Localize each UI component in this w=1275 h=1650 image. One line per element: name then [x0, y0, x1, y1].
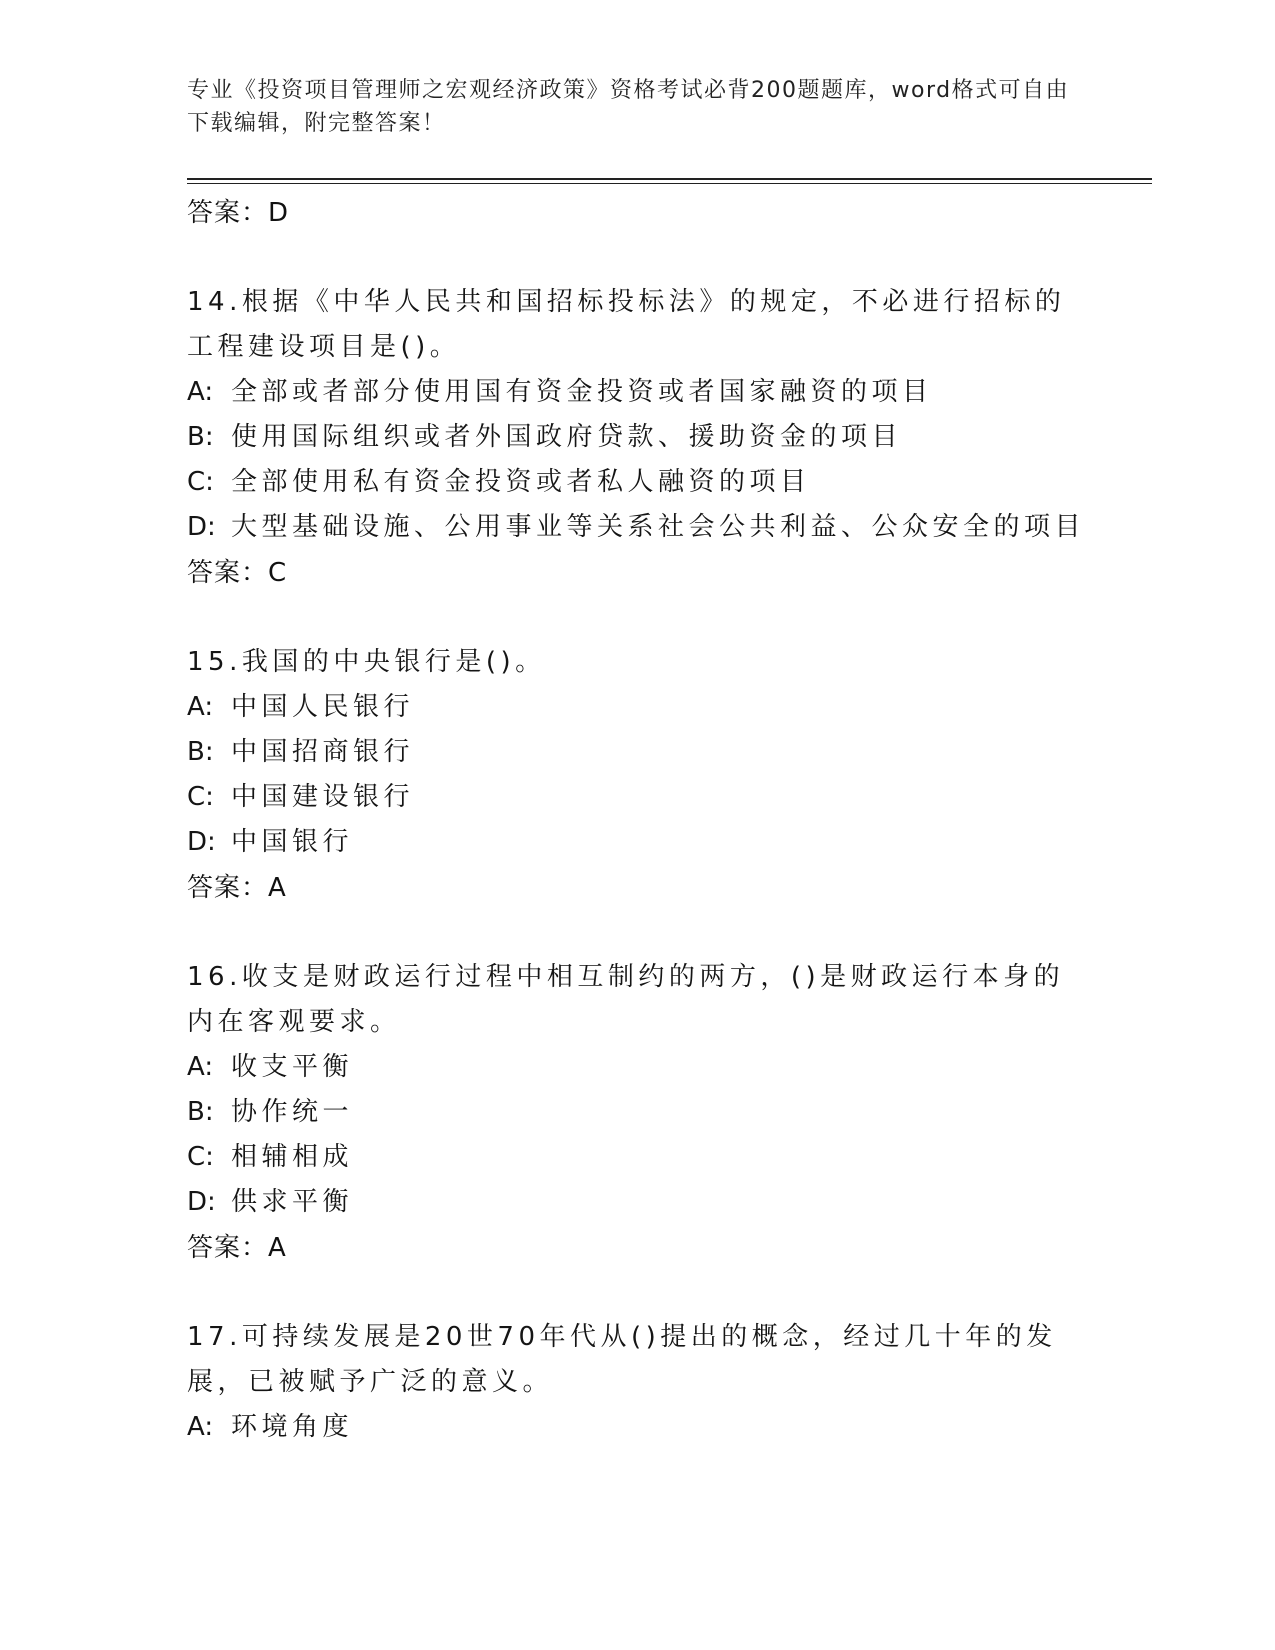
option-letter: D: [187, 1187, 216, 1217]
option-d [187, 1180, 1087, 1225]
option-letter: B: [187, 422, 214, 452]
answer-line: 答案：A [187, 1233, 287, 1263]
option-text: 中国银行 [231, 827, 354, 857]
option-text: 相辅相成 [231, 1142, 354, 1172]
option-letter: B: [187, 737, 214, 767]
option-text: 供求平衡 [231, 1187, 354, 1217]
option-a [187, 685, 1087, 730]
option-letter: A: [187, 377, 214, 407]
option-b [187, 730, 1087, 775]
option-d [187, 505, 1087, 550]
option-c [187, 1135, 1087, 1180]
option-letter: C: [187, 467, 214, 497]
document-body [187, 190, 1087, 1450]
question-stem: 17.可持续发展是20世70年代从()提出的概念，经过几十年的发展，已被赋予广泛的意义。 [187, 1322, 1057, 1397]
option-d [187, 820, 1087, 865]
question-stem: 16.收支是财政运行过程中相互制约的两方，()是财政运行本身的内在客观要求。 [187, 962, 1065, 1037]
answer-line: 答案：D [187, 198, 290, 228]
question-stem: 15.我国的中央银行是()。 [187, 647, 546, 677]
option-text: 大型基础设施、公用事业等关系社会公共利益、公众安全的项目 [231, 512, 1086, 542]
option-letter: A: [187, 1412, 214, 1442]
option-c [187, 775, 1087, 820]
question-14 [187, 280, 1087, 596]
answer-line: 答案：C [187, 558, 288, 588]
option-letter: D: [187, 512, 216, 542]
option-letter: A: [187, 692, 214, 722]
option-letter: B: [187, 1097, 214, 1127]
option-b [187, 415, 1087, 460]
question-stem: 14.根据《中华人民共和国招标投标法》的规定，不必进行招标的工程建设项目是()。 [187, 287, 1066, 362]
option-a [187, 1045, 1087, 1090]
answer-line: 答案：A [187, 873, 287, 903]
option-text: 全部或者部分使用国有资金投资或者国家融资的项目 [231, 377, 933, 407]
header-divider [187, 178, 1152, 184]
option-c [187, 460, 1087, 505]
document-header: 专业《投资项目管理师之宏观经济政策》资格考试必背200题题库，word格式可自由下载编辑，附完整答案！ [187, 78, 1070, 136]
option-letter: A: [187, 1052, 214, 1082]
option-b [187, 1090, 1087, 1135]
option-letter: C: [187, 782, 214, 812]
option-text: 使用国际组织或者外国政府贷款、援助资金的项目 [231, 422, 903, 452]
option-text: 全部使用私有资金投资或者私人融资的项目 [231, 467, 811, 497]
option-text: 中国建设银行 [231, 782, 415, 812]
option-text: 中国招商银行 [231, 737, 415, 767]
question-15 [187, 640, 1087, 911]
option-a [187, 370, 1087, 415]
question-16 [187, 955, 1087, 1271]
option-text: 环境角度 [231, 1412, 354, 1442]
option-text: 协作统一 [231, 1097, 354, 1127]
option-text: 收支平衡 [231, 1052, 354, 1082]
option-text: 中国人民银行 [231, 692, 415, 722]
option-letter: C: [187, 1142, 214, 1172]
question-17 [187, 1315, 1087, 1450]
option-letter: D: [187, 827, 216, 857]
option-a [187, 1405, 1087, 1450]
